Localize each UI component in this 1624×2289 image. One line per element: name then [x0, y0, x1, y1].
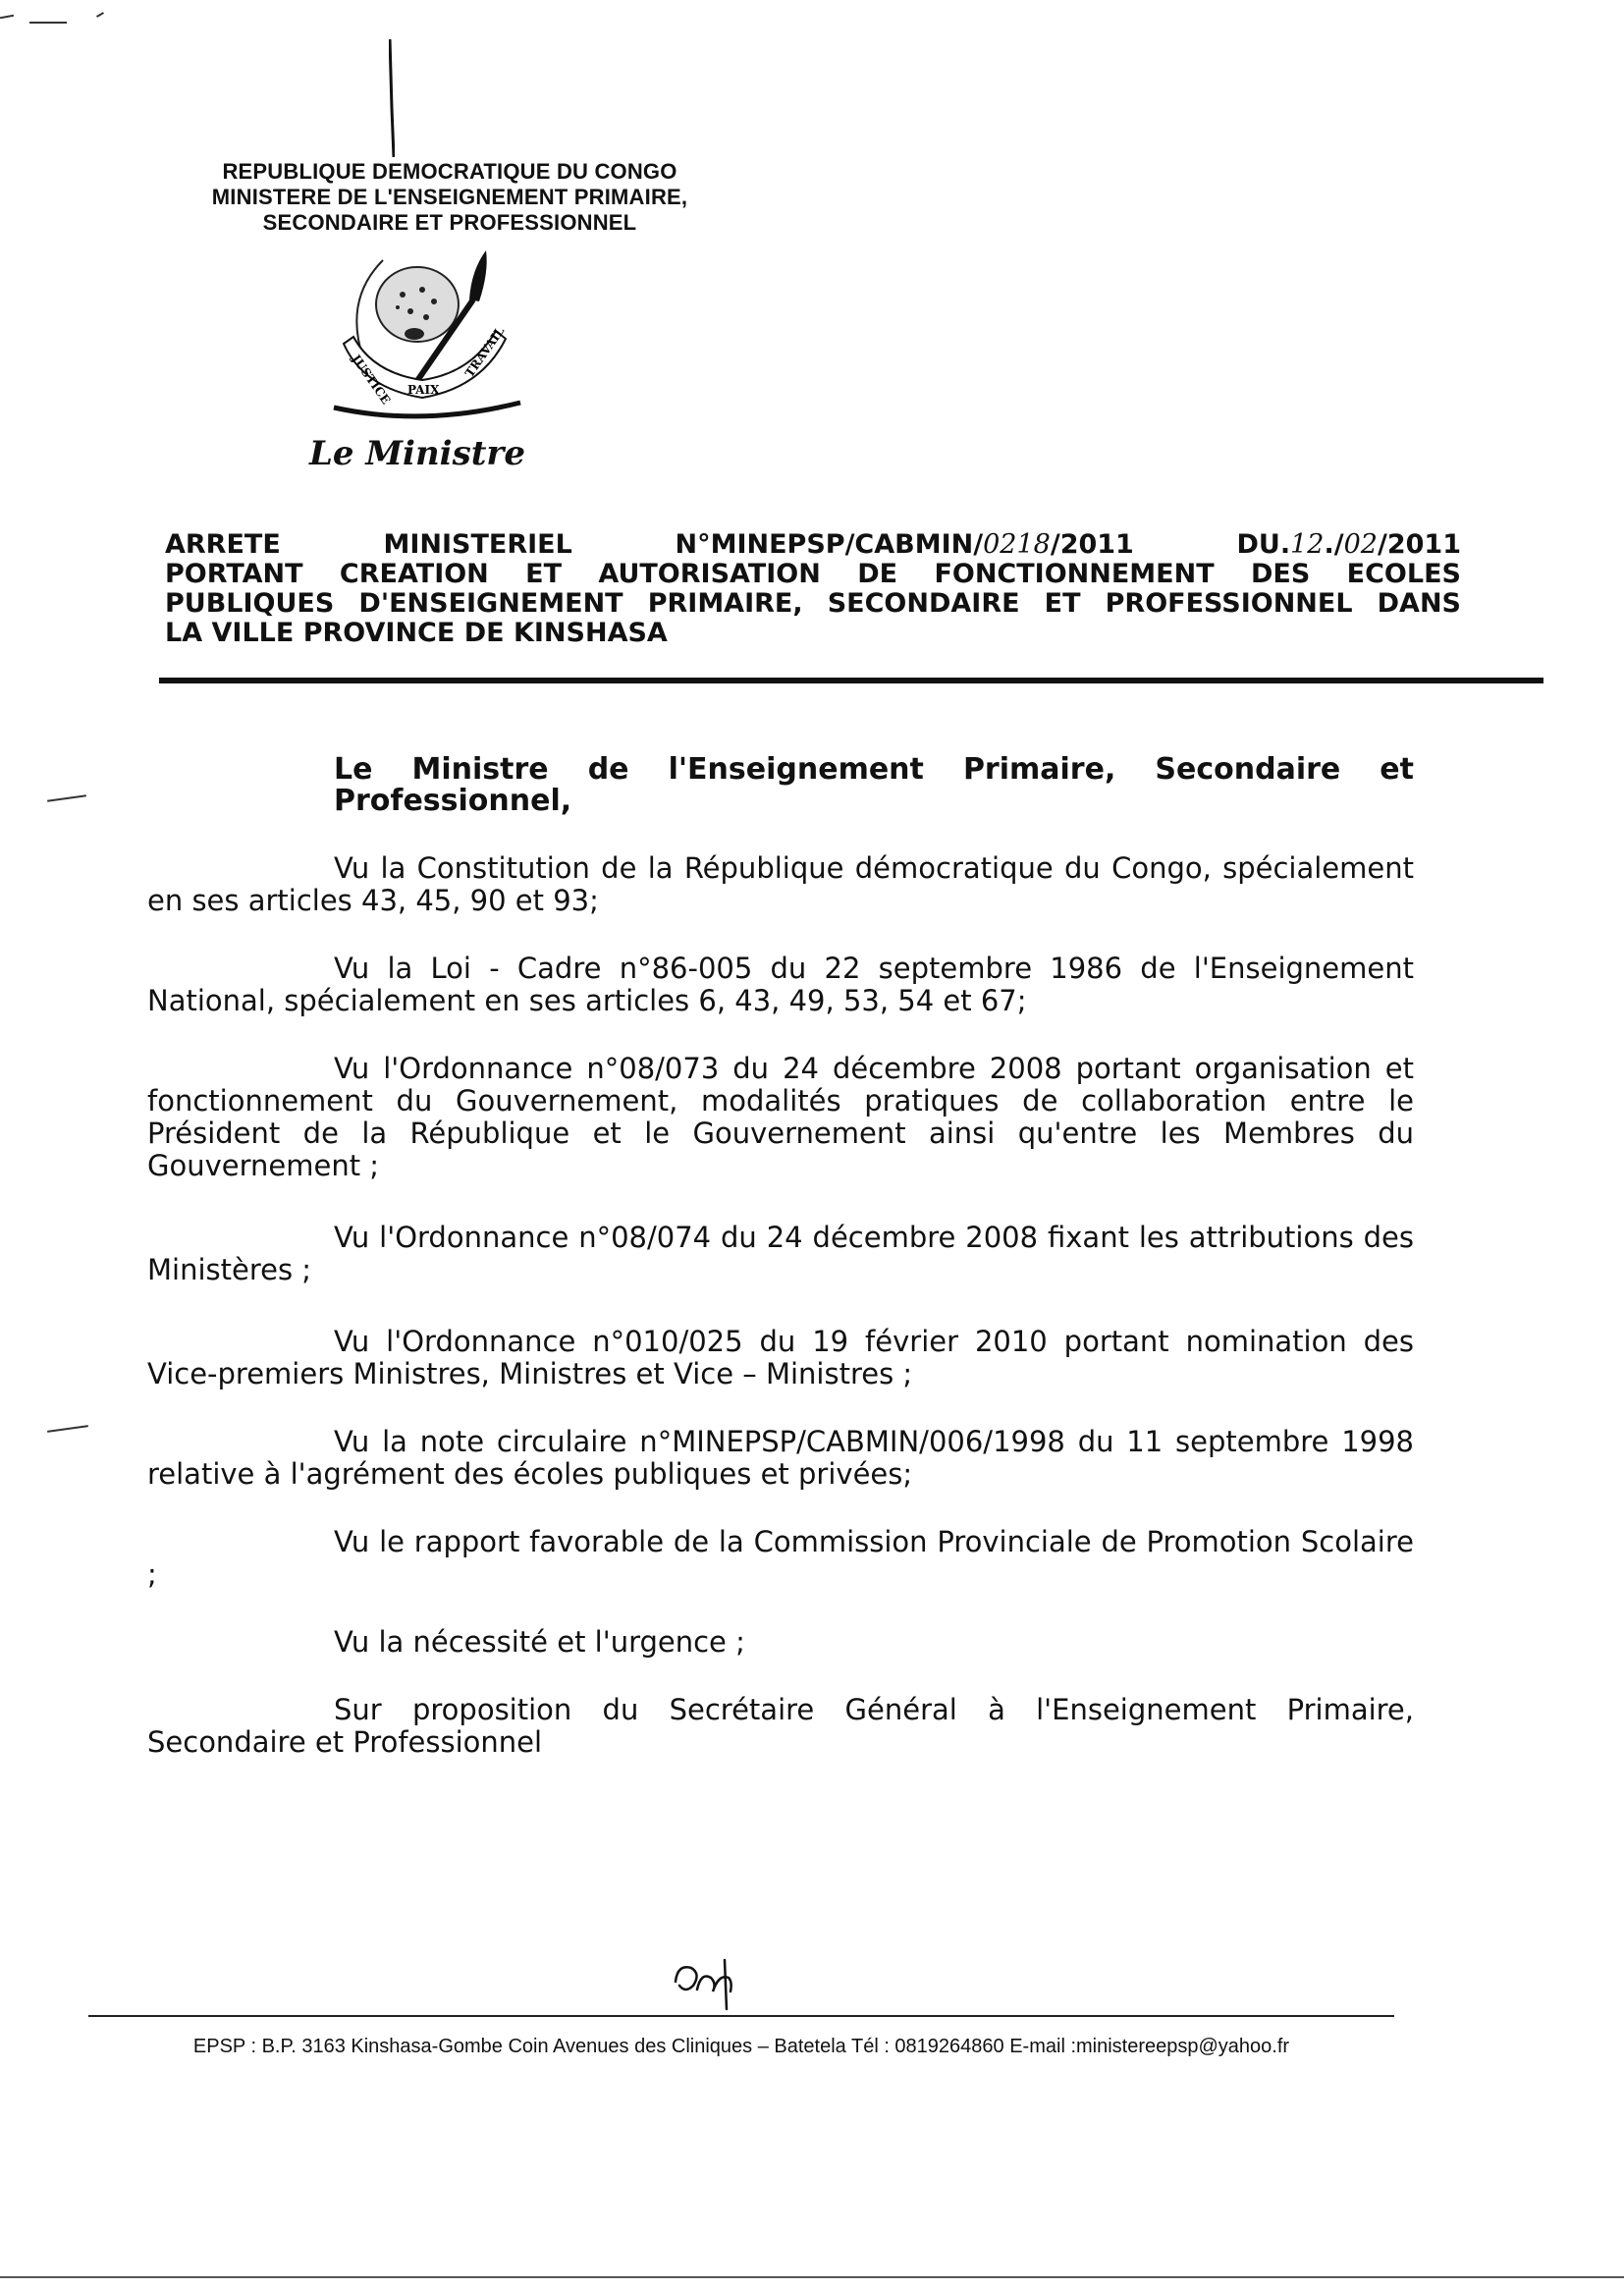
country-name: REPUBLIQUE DEMOCRATIQUE DU CONGO	[222, 159, 677, 184]
decree-word: DES	[1250, 559, 1311, 589]
paragraph-note-circulaire: Vu la note circulaire n°MINEPSP/CABMIN/006/1998 du 11 septembre 1998 relative à l'agrément des écoles publiques et privées;	[147, 1425, 1414, 1491]
decree-title-line2	[165, 560, 1461, 589]
decree-date: DU.12./02/2011	[1236, 529, 1461, 560]
decree-word: ARRETE	[165, 529, 281, 560]
scan-mark	[47, 794, 86, 802]
pen-stroke	[389, 39, 395, 157]
motto-travail: TRAVAIL	[461, 324, 508, 380]
paragraph-urgence: Vu la nécessité et l'urgence ;	[334, 1625, 745, 1659]
paragraph-ordonnance-08-074: Vu l'Ordonnance n°08/074 du 24 décembre 2008 fixant les attributions des Ministères ;	[147, 1221, 1414, 1286]
decree-word: MINISTERIEL	[383, 529, 572, 560]
paragraph-ordonnance-010-025: Vu l'Ordonnance n°010/025 du 19 février 2010 portant nomination des Vice-premiers Ministres, Ministres et Vice – Ministres ;	[147, 1325, 1414, 1390]
ministry-name-line1: MINISTERE DE L'ENSEIGNEMENT PRIMAIRE,	[211, 185, 688, 209]
signatory-title: Le Ministre	[309, 434, 525, 473]
decree-word: AUTORISATION	[598, 559, 821, 589]
decree-word: CREATION	[339, 559, 489, 589]
handwritten-day: 12	[1290, 529, 1325, 560]
decree-body	[147, 754, 1414, 1759]
paragraph-proposition: Sur proposition du Secrétaire Général à l'Enseignement Primaire, Secondaire et Professionnel	[147, 1693, 1414, 1759]
paragraph-loi-cadre: Vu la Loi - Cadre n°86-005 du 22 septembre 1986 de l'Enseignement National, spécialement en ses articles 6, 43, 49, 53, 54 et 67;	[147, 952, 1414, 1017]
ministry-name-line2: SECONDAIRE ET PROFESSIONNEL	[262, 210, 637, 235]
scan-mark	[96, 12, 104, 18]
initials-signature-icon	[668, 1952, 756, 2011]
footer-rule	[88, 2015, 1394, 2017]
motto-paix: PAIX	[407, 383, 440, 397]
paragraph-ordonnance-08-073: Vu l'Ordonnance n°08/073 du 24 décembre 2008 portant organisation et fonctionnement du Gouvernement, modalités pratiques de collaboration entre le Président de la République et le Gouvernement ainsi qu'entre les Membres du Gouvernement ;	[147, 1052, 1414, 1182]
decree-title-line3: PUBLIQUES D'ENSEIGNEMENT PRIMAIRE, SECONDAIRE ET PROFESSIONNEL DANS	[165, 588, 1461, 619]
decree-word: PORTANT	[165, 559, 303, 589]
decree-title-line4: LA VILLE PROVINCE DE KINSHASA	[165, 618, 668, 648]
footer-address: EPSP : B.P. 3163 Kinshasa-Gombe Coin Avenues des Cliniques – Batetela Tél : 0819264860 E-mail :ministereepsp@yahoo.fr	[192, 2036, 1290, 2057]
letterhead	[175, 159, 725, 236]
decree-word: DE	[857, 559, 898, 589]
handwritten-number: 0218	[983, 529, 1051, 560]
scan-mark	[47, 1425, 88, 1433]
coat-of-arms-icon	[324, 241, 530, 422]
decree-title-line1	[165, 530, 1461, 560]
motto-justice: JUSTICE	[349, 352, 394, 408]
minister-heading: Le Ministre de l'Enseignement Primaire, Secondaire et Professionnel,	[334, 752, 1414, 818]
decree-word: FONCTIONNEMENT	[934, 559, 1215, 589]
decree-title	[165, 530, 1461, 648]
title-rule	[159, 678, 1543, 683]
handwritten-month: 02	[1343, 529, 1378, 560]
scan-mark	[29, 22, 67, 24]
paragraph-rapport: Vu le rapport favorable de la Commission Provinciale de Promotion Scolaire ;	[147, 1525, 1414, 1591]
decree-word: ECOLES	[1346, 559, 1461, 589]
scan-mark	[0, 15, 14, 19]
paragraph-constitution: Vu la Constitution de la République démocratique du Congo, spécialement en ses articles 43, 45, 90 et 93;	[147, 851, 1414, 917]
decree-reference: N°MINEPSP/CABMIN/0218/2011	[675, 529, 1134, 560]
page-edge	[0, 2276, 1624, 2278]
decree-word: ET	[525, 559, 563, 589]
